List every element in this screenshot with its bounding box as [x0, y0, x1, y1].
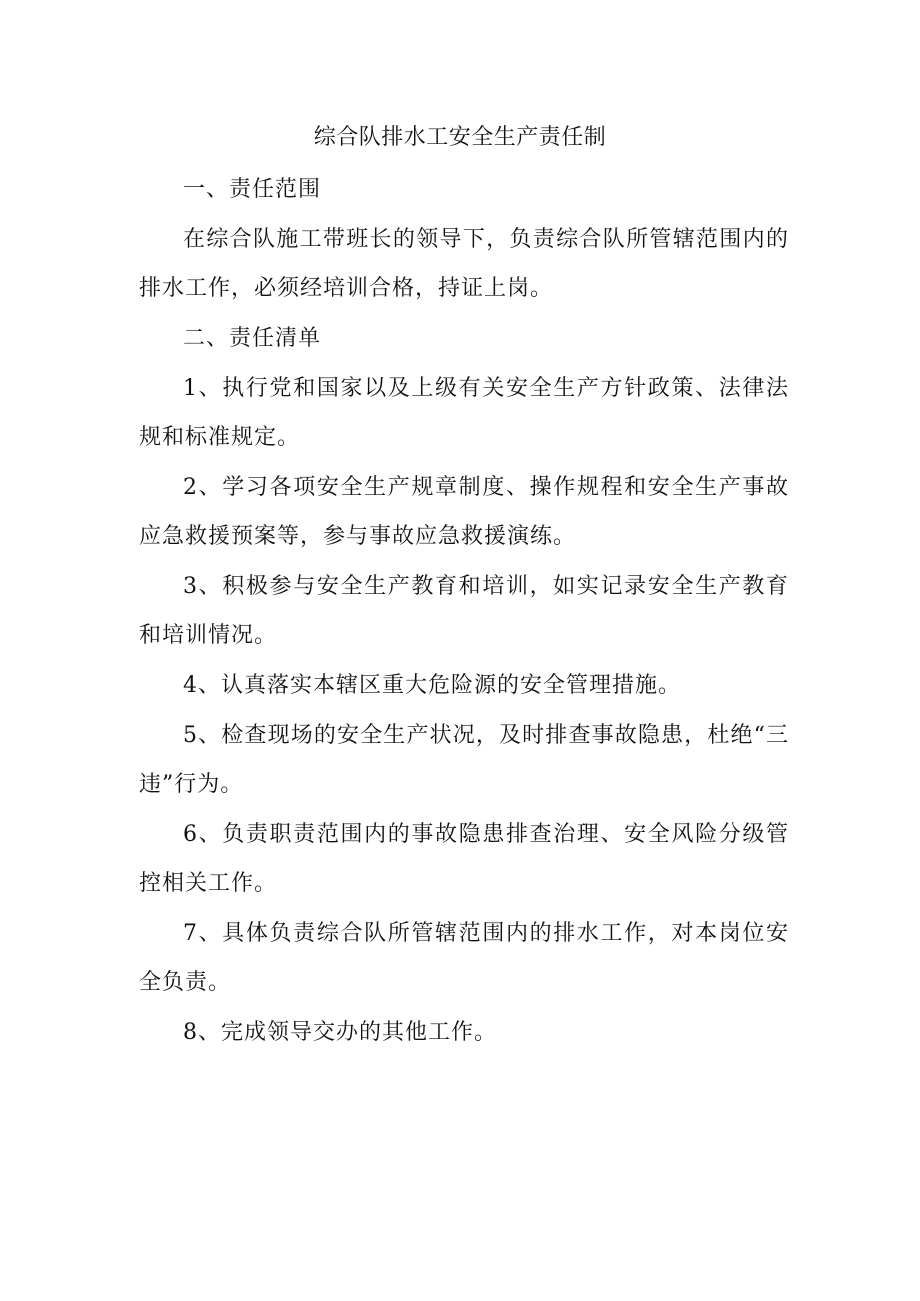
list-item: 1、执行党和国家以及上级有关安全生产方针政策、法律法规和标准规定。 [139, 376, 789, 450]
section-heading-responsibility-list: 二、责任清单 [183, 326, 322, 351]
list-item: 8、完成领导交办的其他工作。 [183, 1020, 497, 1045]
list-item: 7、具体负责综合队所管辖范围内的排水工作，对本岗位安全负责。 [139, 921, 789, 995]
list-item: 4、认真落实本辖区重大危险源的安全管理措施。 [183, 673, 681, 698]
list-item: 3、积极参与安全生产教育和培训，如实记录安全生产教育和培训情况。 [139, 574, 789, 648]
document-title: 综合队排水工安全生产责任制 [313, 125, 607, 150]
list-item: 5、检查现场的安全生产状况，及时排查事故隐患，杜绝“三违”行为。 [139, 723, 789, 797]
section-text-responsibility-scope: 在综合队施工带班长的领导下，负责综合队所管辖范围内的排水工作，必须经培训合格，持证上岗。 [139, 227, 789, 301]
section-heading-responsibility-scope: 一、责任范围 [183, 177, 322, 202]
document-body [139, 165, 789, 1058]
list-item: 6、负责职责范围内的事故隐患排查治理、安全风险分级管控相关工作。 [139, 822, 789, 896]
list-item: 2、学习各项安全生产规章制度、操作规程和安全生产事故应急救援预案等，参与事故应急救援演练。 [139, 475, 789, 549]
